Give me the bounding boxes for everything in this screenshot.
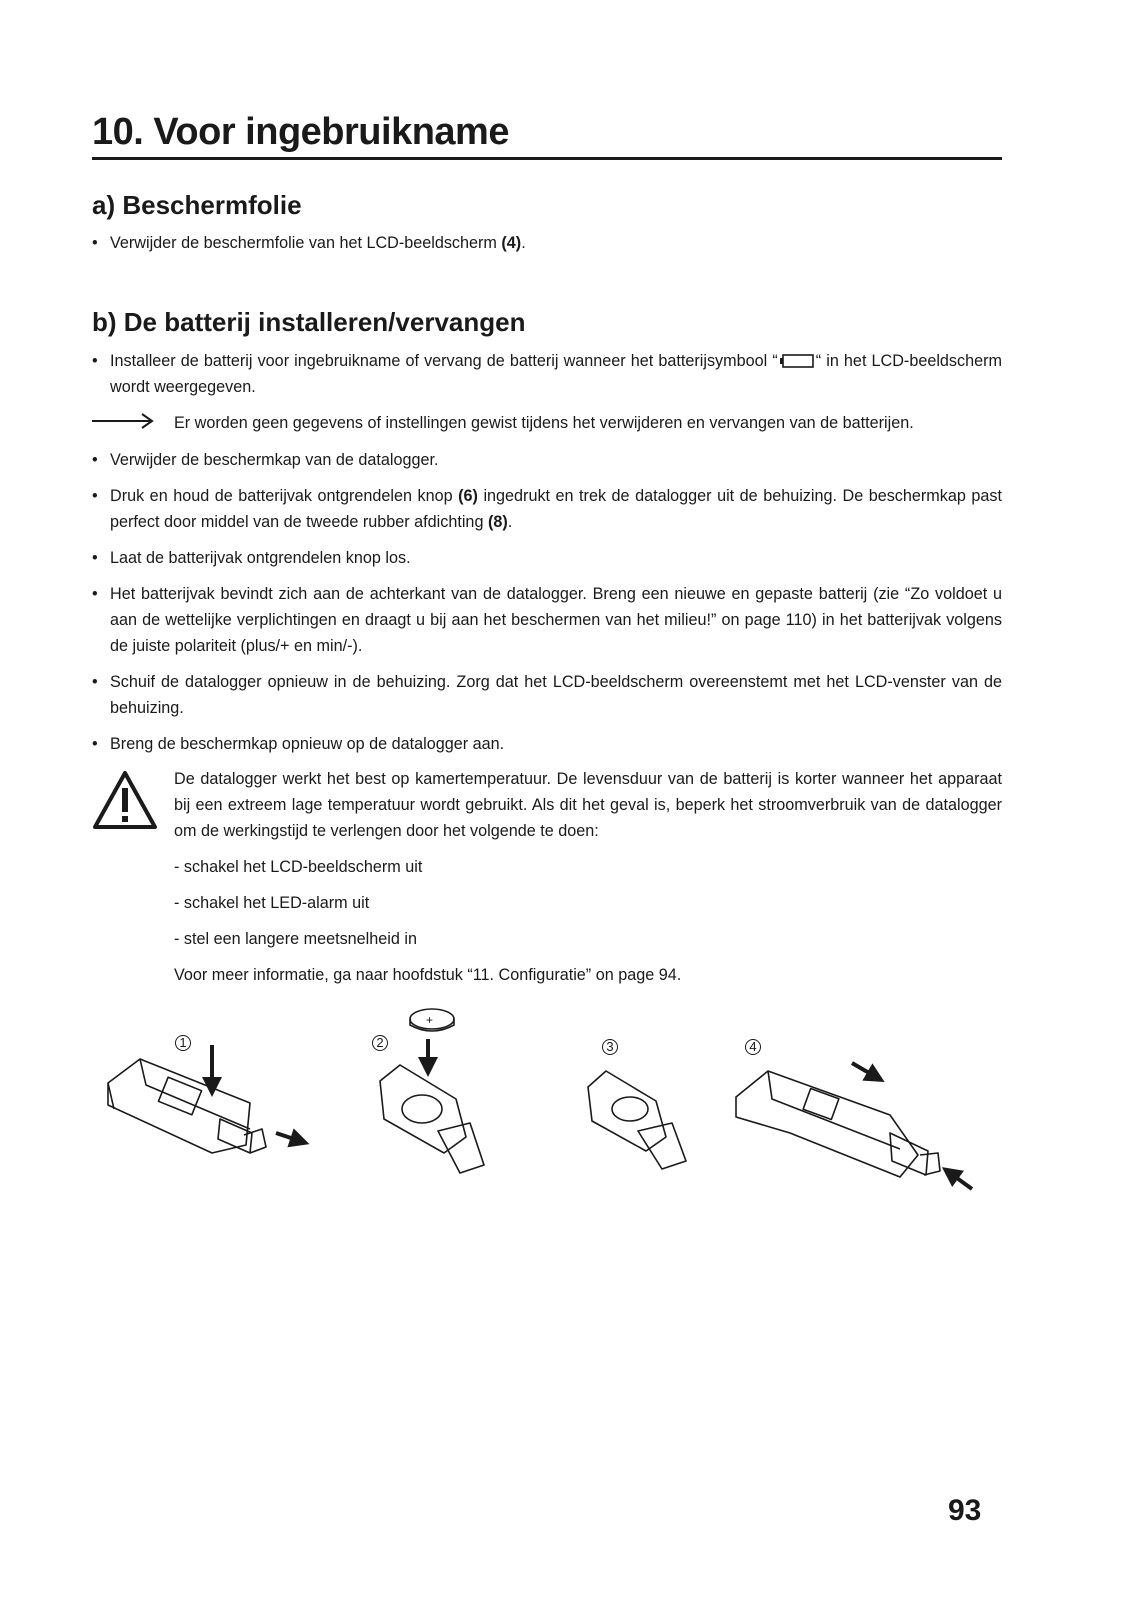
figure-number-2: 2 [372, 1035, 388, 1051]
heading-batterij: b) De batterij installeren/vervangen [92, 307, 526, 337]
page-number: 93 [948, 1494, 982, 1527]
warning-icon [92, 770, 158, 830]
warning-text: De datalogger werkt het best op kamertemperatuur. De levensduur van de batterij is korter wanneer het apparaat bij een extreem lage temperatuur wordt gebruikt. Als dit het geval is, beperk het stroomverbruik van de datalogger om de werkingstijd te verlengen door het volgende te doen: [174, 770, 1002, 840]
battery-plus-label: + [426, 1013, 434, 1027]
note-arrow-icon [92, 411, 156, 431]
more-info: Voor meer informatie, ga naar hoofdstuk “11. Configuratie” on page 94. [174, 966, 682, 984]
tip-led-off: - schakel het LED-alarm uit [174, 894, 370, 912]
list-b-1 [92, 348, 1002, 400]
figure-4-assembly-drawing [736, 1071, 940, 1177]
note-text: Er worden geen gegevens of instellingen gewist tijdens het verwijderen en vervangen van de batterijen. [174, 414, 914, 432]
figure-2-battery-drawing [380, 1009, 484, 1173]
list-item: • Druk en houd de batterijvak ontgrendelen knop (6) ingedrukt en trek de datalogger uit de behuizing. De beschermkap past perfect door middel van de tweede rubber afdichting (8). [92, 483, 1002, 535]
list-item: • Verwijder de beschermfolie van het LCD-beeldscherm (4). [92, 230, 1002, 256]
list-item: • Schuif de datalogger opnieuw in de behuizing. Zorg dat het LCD-beeldscherm overeenstemt met het LCD-venster van de behuizing. [92, 669, 1002, 721]
warning-block [174, 766, 1002, 998]
list-b-2 [92, 447, 1002, 767]
figure-3-battery-inserted-drawing [588, 1071, 686, 1169]
list-item: • Het batterijvak bevindt zich aan de achterkant van de datalogger. Breng een nieuwe en gepaste batterij (zie “Zo voldoet u aan de wettelijke verplichtingen en draagt u bij aan het beschermen van het milieu!” on page 110) in het batterijvak volgens de juiste polariteit (plus/+ en min/-). [92, 581, 1002, 659]
list-item: • Laat de batterijvak ontgrendelen knop los. [92, 545, 1002, 571]
list-item: • Breng de beschermkap opnieuw op de datalogger aan. [92, 731, 1002, 757]
tip-lcd-off: - schakel het LCD-beeldscherm uit [174, 858, 423, 876]
list-a [92, 230, 1002, 256]
list-item: • Installeer de batterij voor ingebruikname of vervang de batterij wanneer het batterijsymbool “ “ in het LCD-beeldscherm wordt weergegeven. [92, 348, 1002, 400]
figure-number-4: 4 [745, 1039, 761, 1055]
tip-measure-rate: - stel een langere meetsnelheid in [174, 930, 417, 948]
heading-beschermfolie: a) Beschermfolie [92, 190, 302, 220]
figure-drawings [100, 1005, 1000, 1225]
list-item: • Verwijder de beschermkap van de datalogger. [92, 447, 1002, 473]
figure-number-1: 1 [175, 1035, 191, 1051]
figure-1-logger-drawing [108, 1059, 266, 1153]
page-title: 10. Voor ingebruikname [92, 111, 509, 153]
figure-strip [100, 1005, 1000, 1225]
title-rule [92, 157, 1002, 160]
figure-number-3: 3 [602, 1039, 618, 1055]
battery-symbol-icon [780, 354, 814, 368]
